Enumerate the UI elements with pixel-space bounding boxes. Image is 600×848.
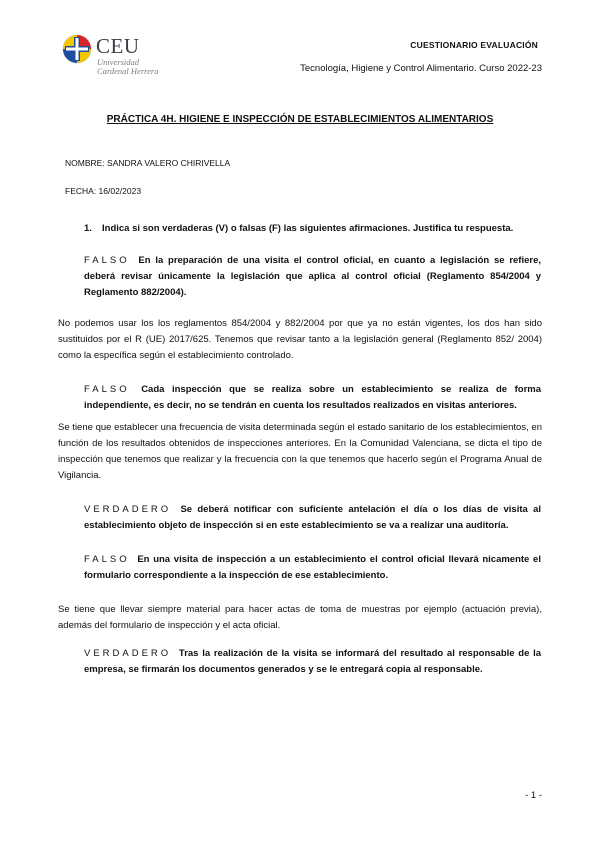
answer-1: No podemos usar los los reglamentos 854/2004 y 882/2004 por que ya no están vigentes, los dos han sido sustituidos por el R (UE) 2017/625. Tenemos que revisar tanto a la legislación general (Reglamento 852/ 2004) como la específica según el establecimiento controlado. [58,318,542,361]
logo-subtitle-line2: Cardenal Herrera [97,66,159,76]
statement-3 [84,502,541,534]
statement-text: Tras la realización de la visita se informará del resultado al responsable de la empresa, se firmarán los documentos generados y se le entregará copia al responsable. [84,648,542,675]
statement-5 [84,646,541,678]
header-course: Tecnología, Higiene y Control Alimentario. Curso 2022-23 [300,63,542,74]
statement-verdict: VERDADERO [84,648,172,659]
page-number: - 1 - [525,790,542,801]
logo-name: CEU [96,34,140,58]
logo-subtitle [97,58,158,76]
statement-text: En la preparación de una visita el control oficial, en cuanto a legislación se refiere, deberá revisar únicamente la legislación que aplica al control oficial (Reglamento 854/2004 y Reglamento 882/2004). [84,255,542,298]
statement-verdict: FALSO [84,255,130,266]
statement-text: Cada inspección que se realiza sobre un establecimiento se realiza de forma independiente, es decir, no se tendrán en cuenta los resultados realizados en visitas anteriores. [84,384,542,411]
answer-2: Se tiene que establecer una frecuencia de visita determinada según el estado sanitario de los establecimientos, en función de los resultados obtenidos de inspecciones anteriores. En la Comunidad Valenciana, se dicta el tipo de inspección que tenemos que realizar y la frecuencia con la que tenemos que hacerlo según el Programa Anual de Vigilancia. [58,422,542,481]
statement-verdict: VERDADERO [84,504,172,515]
ceu-crest-icon [62,34,92,64]
answer-4: Se tiene que llevar siempre material para hacer actas de toma de muestras por ejemplo (actuación previa), además del formulario de inspección y el acta oficial. [58,604,542,631]
statement-text: En una visita de inspección a un establecimiento el control oficial llevará nicamente el formulario correspondiente a la inspección de ese establecimiento. [84,554,541,581]
statement-1 [84,253,541,301]
logo-subtitle-line1: Universidad [97,57,140,67]
header-doc-type: CUESTIONARIO EVALUACIÓN [410,40,538,50]
statement-verdict: FALSO [84,384,130,395]
statement-4 [84,552,541,584]
question-number: 1. [84,223,92,234]
page-title: PRÁCTICA 4H. HIGIENE E INSPECCIÓN DE ESTABLECIMIENTOS ALIMENTARIOS [106,114,494,125]
statement-2 [84,382,541,414]
student-date: FECHA: 16/02/2023 [65,186,142,196]
statement-text: Se deberá notificar con suficiente antelación el día o los días de visita al establecimiento objeto de inspección si en este establecimiento se va a realizar una auditoría. [84,504,541,531]
question-text: Indica si son verdaderas (V) o falsas (F) las siguientes afirmaciones. Justifica tu respuesta. [102,223,514,234]
question-1 [84,223,513,234]
student-name: NOMBRE: SANDRA VALERO CHIRIVELLA [65,158,231,168]
statement-verdict: FALSO [84,554,130,565]
university-logo [62,34,172,78]
